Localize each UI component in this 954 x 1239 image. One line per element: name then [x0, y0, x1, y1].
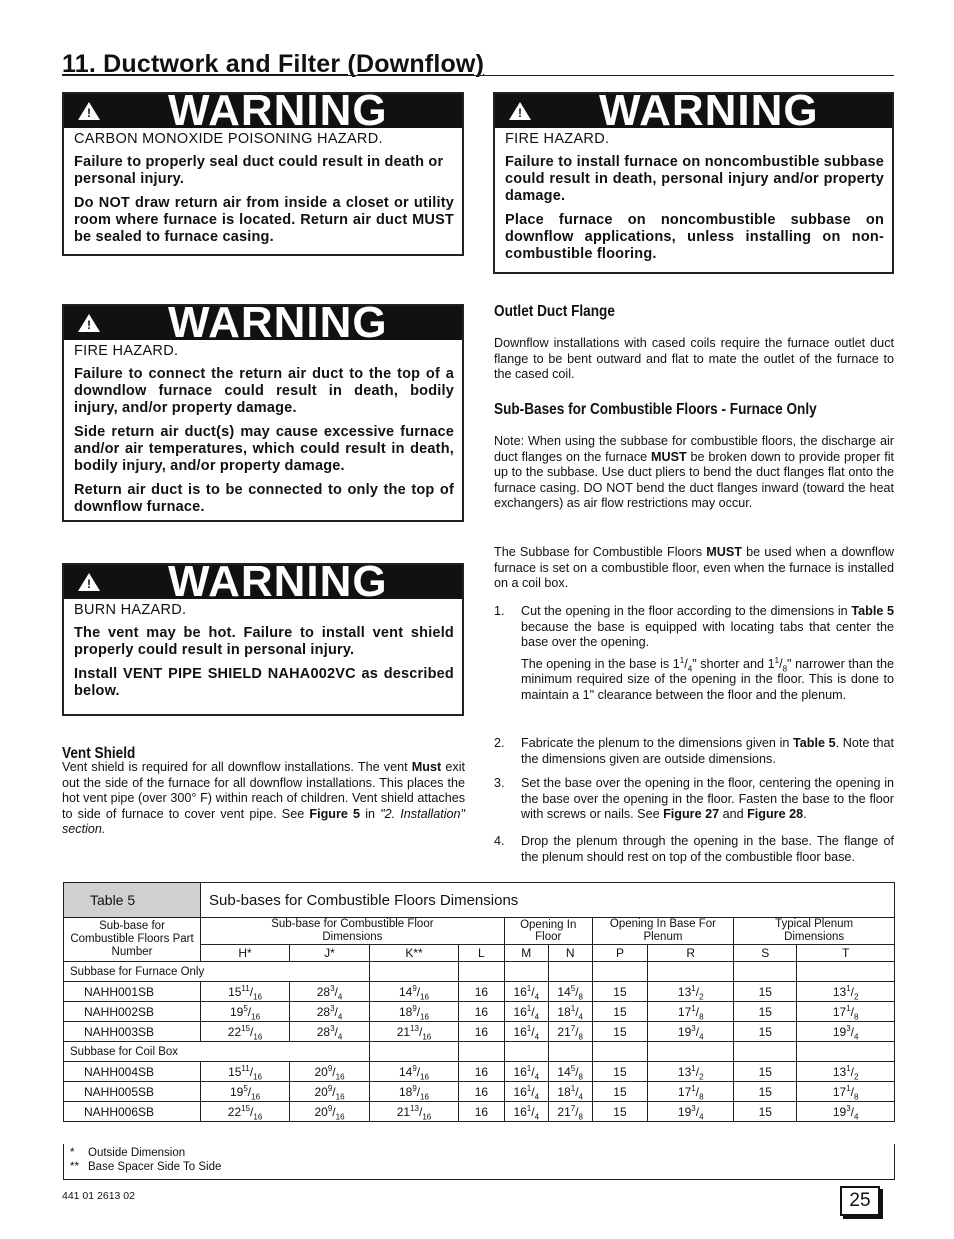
- warning-triangle-icon: [509, 102, 531, 120]
- dimension-cell: $14^9/_{16}$: [369, 1062, 458, 1082]
- document-code: 441 01 2613 02: [62, 1190, 135, 1202]
- dimension-cell: 15: [592, 1102, 648, 1122]
- dimension-cell: $13^1/_2$: [648, 982, 734, 1002]
- page-number: 25: [840, 1186, 880, 1216]
- empty-cell: [548, 962, 592, 982]
- dimension-cell: $14^5/_8$: [548, 982, 592, 1002]
- dimension-cell: $19^3/_4$: [797, 1102, 895, 1122]
- empty-cell: [369, 1042, 458, 1062]
- part-number-cell: NAHH005SB: [64, 1082, 201, 1102]
- header-letter: J*: [290, 945, 370, 962]
- warning-box-fire-return: [62, 304, 464, 522]
- dimension-cell: $20^9/_{16}$: [290, 1102, 370, 1122]
- dimension-cell: $19^3/_4$: [648, 1102, 734, 1122]
- hazard-title: BURN HAZARD.: [74, 602, 187, 618]
- empty-cell: [797, 1042, 895, 1062]
- dimension-cell: $28^3/_4$: [290, 1002, 370, 1022]
- warning-triangle-icon: [78, 314, 100, 332]
- dimension-cell: $19^5/_{16}$: [201, 1082, 290, 1102]
- header-letter: N: [548, 945, 592, 962]
- dimension-cell: 15: [734, 1082, 797, 1102]
- table-row: [64, 982, 895, 1002]
- dimension-cell: $15^{11}/_{16}$: [201, 1062, 290, 1082]
- warning-triangle-icon: [78, 102, 100, 120]
- dimension-cell: 16: [459, 1002, 505, 1022]
- empty-cell: [504, 962, 548, 982]
- dimension-cell: $17^1/_8$: [797, 1002, 895, 1022]
- dimension-cell: 15: [734, 1062, 797, 1082]
- dimension-cell: $13^1/_2$: [648, 1062, 734, 1082]
- dimension-cell: $20^9/_{16}$: [290, 1082, 370, 1102]
- dimension-cell: 16: [459, 1062, 505, 1082]
- header-letter: L: [459, 945, 505, 962]
- dimension-cell: $18^9/_{16}$: [369, 1082, 458, 1102]
- header-letter: S: [734, 945, 797, 962]
- header-letter: K**: [369, 945, 458, 962]
- dimension-cell: 15: [734, 1002, 797, 1022]
- dimension-cell: $28^3/_4$: [290, 1022, 370, 1042]
- warning-paragraph: The vent may be hot. Failure to install vent shield properly could result in personal injury.: [74, 625, 454, 658]
- dimension-cell: $14^5/_8$: [548, 1062, 592, 1082]
- empty-cell: [734, 962, 797, 982]
- dimension-cell: $19^3/_4$: [648, 1022, 734, 1042]
- empty-cell: [459, 962, 505, 982]
- dimension-cell: $28^3/_4$: [290, 982, 370, 1002]
- subbase-requirement: The Subbase for Combustible Floors MUST be used when a downflow furnace is set on a combustible floor, even when the furnace is installed on a coil box.: [494, 545, 894, 590]
- header-letter: P: [592, 945, 648, 962]
- dimension-cell: 16: [459, 1102, 505, 1122]
- table-title: Sub-bases for Combustible Floors Dimensions: [201, 883, 895, 918]
- footnote-1: * Outside Dimension: [70, 1147, 186, 1159]
- table-row: [64, 1022, 895, 1042]
- outlet-heading: Outlet Duct Flange: [494, 303, 615, 320]
- header-subbase-dims: Sub-base for Combustible Floor Dimensions: [201, 918, 505, 945]
- dimension-cell: $22^{15}/_{16}$: [201, 1102, 290, 1122]
- dimension-cell: $14^9/_{16}$: [369, 982, 458, 1002]
- warning-box-burn: [62, 563, 464, 716]
- empty-cell: [648, 962, 734, 982]
- empty-cell: [459, 1042, 505, 1062]
- subbase-note: Note: When using the subbase for combustible floors, the discharge air duct flanges on the furnace MUST be broken down to provide proper fit up to the subbase. Use duct pliers to bend the duct flanges flat onto the furnace casing. DO NOT bend the duct flanges inward (toward the heat exchangers) as air flow restrictions may occur.: [494, 434, 894, 510]
- empty-cell: [734, 1042, 797, 1062]
- dimension-cell: 15: [592, 982, 648, 1002]
- warning-paragraph: Failure to properly seal duct could result in death or personal injury.: [74, 154, 444, 187]
- warning-paragraph: Return air duct is to be connected to only the top of downflow furnace.: [74, 482, 454, 515]
- warning-box-co: [62, 92, 464, 256]
- dimension-cell: $21^7/_8$: [548, 1022, 592, 1042]
- table-row: [64, 1102, 895, 1122]
- subbase-heading: Sub-Bases for Combustible Floors - Furnace Only: [494, 401, 817, 418]
- header-part-number: Sub-base for Combustible Floors Part Number: [64, 918, 201, 962]
- dimension-cell: $16^1/_4$: [504, 1002, 548, 1022]
- part-number-cell: NAHH004SB: [64, 1062, 201, 1082]
- dimension-cell: $21^{13}/_{16}$: [369, 1102, 458, 1122]
- table-row: [64, 1082, 895, 1102]
- part-number-cell: NAHH003SB: [64, 1022, 201, 1042]
- dimension-cell: 15: [592, 1082, 648, 1102]
- dimension-cell: $15^{11}/_{16}$: [201, 982, 290, 1002]
- dimension-cell: $16^1/_4$: [504, 1082, 548, 1102]
- warning-box-fire-subbase: [493, 92, 894, 274]
- hazard-title: CARBON MONOXIDE POISONING HAZARD.: [74, 131, 383, 147]
- dimension-cell: $18^9/_{16}$: [369, 1002, 458, 1022]
- table-title-row: [64, 883, 895, 918]
- title-rule: [62, 75, 894, 76]
- warning-paragraph: Failure to connect the return air duct to the top of a downdlow furnace could result in death, bodily injury, and/or property damage.: [74, 366, 454, 416]
- dimension-cell: 16: [459, 1022, 505, 1042]
- dimension-cell: 15: [734, 1022, 797, 1042]
- warning-banner: [64, 94, 462, 128]
- part-number-cell: NAHH002SB: [64, 1002, 201, 1022]
- table-5: [63, 882, 895, 1122]
- warning-paragraph: Place furnace on noncombustible subbase on downflow applications, unless installing on non-combustible flooring.: [505, 212, 884, 262]
- empty-cell: [592, 1042, 648, 1062]
- empty-cell: [504, 1042, 548, 1062]
- table-footnotes: [63, 1144, 895, 1180]
- dimension-cell: $18^1/_4$: [548, 1002, 592, 1022]
- header-letter: H*: [201, 945, 290, 962]
- header-letter: M: [504, 945, 548, 962]
- warning-triangle-icon: [78, 573, 100, 591]
- header-letter: T: [797, 945, 895, 962]
- table-group-row: [64, 1042, 895, 1062]
- dimension-cell: $13^1/_2$: [797, 1062, 895, 1082]
- hazard-title: FIRE HAZARD.: [505, 131, 610, 147]
- warning-paragraph: Install VENT PIPE SHIELD NAHA002VC as described below.: [74, 666, 454, 699]
- warning-label: WARNING: [599, 94, 819, 128]
- section-title: 11. Ductwork and Filter (Downflow): [62, 50, 485, 78]
- dimension-cell: $16^1/_4$: [504, 982, 548, 1002]
- outlet-text: Downflow installations with cased coils require the furnace outlet duct flange to be bent outward and flat to mate the outlet of the furnace to the cased coil.: [494, 336, 894, 381]
- table-group-row: [64, 962, 895, 982]
- empty-cell: [592, 962, 648, 982]
- warning-banner: [64, 306, 462, 340]
- warning-paragraph: Do NOT draw return air from inside a closet or utility room where furnace is located. Return air duct MUST be sealed to furnace casing.: [74, 195, 454, 245]
- empty-cell: [797, 962, 895, 982]
- vent-shield-text: Vent shield is required for all downflow installations. The vent Must exit out the side of the furnace for all downflow installations. This places the hot vent pipe (over 300° F) within reach of children. Vent shield attaches to side of furnace to cover vent pipe. See Figure 5 in "2. Installation" section.: [62, 760, 465, 836]
- warning-paragraph: Failure to install furnace on noncombustible subbase could result in death, personal injury and/or property damage.: [505, 154, 884, 204]
- empty-cell: [548, 1042, 592, 1062]
- dimension-cell: 15: [734, 982, 797, 1002]
- dimension-cell: 15: [592, 1022, 648, 1042]
- warning-label: WARNING: [168, 565, 388, 599]
- table-label: Table 5: [64, 883, 201, 918]
- group-label: Subbase for Coil Box: [64, 1042, 370, 1062]
- installation-steps: 1. Cut the opening in the floor according to the dimensions in Table 5 because the base is equipped with locating tabs that center the base over the opening. The opening in the base is $1^1/_4$" shorter and $1^1/_8$" narrower than the minimum required size of the opening in the floor. This is done to maintain a 1" clearance between the floor and the plenum. 2. Fabricate the plenum to the dimensions given in Table 5. Note that the dimensions given are outside dimensions. 3. Set the base over the opening in the floor, centering the opening in the base over the opening in the floor. Fasten the base to the floor with screws or nails. See Figure 27 and Figure 28. 4. Drop the plenum through the opening in the base. The flange of the plenum should rest on top of the combustible floor base.: [494, 604, 895, 864]
- empty-cell: [369, 962, 458, 982]
- dimension-cell: $22^{15}/_{16}$: [201, 1022, 290, 1042]
- dimension-cell: 16: [459, 982, 505, 1002]
- table-row: [64, 1002, 895, 1022]
- footnote-2: ** Base Spacer Side To Side: [70, 1161, 222, 1173]
- dimension-cell: 15: [734, 1102, 797, 1122]
- dimension-cell: $17^1/_8$: [648, 1082, 734, 1102]
- warning-label: WARNING: [168, 306, 388, 340]
- header-letter: R: [648, 945, 734, 962]
- dimension-cell: $17^1/_8$: [648, 1002, 734, 1022]
- warning-banner: [495, 94, 892, 128]
- table-row: [64, 1062, 895, 1082]
- dimension-cell: $19^3/_4$: [797, 1022, 895, 1042]
- dimension-cell: $16^1/_4$: [504, 1022, 548, 1042]
- header-opening-floor: Opening In Floor: [504, 918, 592, 945]
- dimension-cell: $16^1/_4$: [504, 1062, 548, 1082]
- dimension-cell: $20^9/_{16}$: [290, 1062, 370, 1082]
- dimension-cell: $21^7/_8$: [548, 1102, 592, 1122]
- warning-label: WARNING: [168, 94, 388, 128]
- header-typical-plenum: Typical Plenum Dimensions: [734, 918, 895, 945]
- dimension-cell: $21^{13}/_{16}$: [369, 1022, 458, 1042]
- dimension-cell: $13^1/_2$: [797, 982, 895, 1002]
- hazard-title: FIRE HAZARD.: [74, 343, 179, 359]
- dimension-cell: 15: [592, 1002, 648, 1022]
- group-label: Subbase for Furnace Only: [64, 962, 370, 982]
- warning-banner: [64, 565, 462, 599]
- dimension-cell: $17^1/_8$: [797, 1082, 895, 1102]
- dimension-cell: 15: [592, 1062, 648, 1082]
- dimension-cell: 16: [459, 1082, 505, 1102]
- table-header-row: [64, 918, 895, 945]
- empty-cell: [648, 1042, 734, 1062]
- part-number-cell: NAHH006SB: [64, 1102, 201, 1122]
- part-number-cell: NAHH001SB: [64, 982, 201, 1002]
- dimension-cell: $16^1/_4$: [504, 1102, 548, 1122]
- dimension-cell: $18^1/_4$: [548, 1082, 592, 1102]
- dimension-cell: $19^5/_{16}$: [201, 1002, 290, 1022]
- header-opening-base: Opening In Base For Plenum: [592, 918, 734, 945]
- vent-shield-heading: Vent Shield: [62, 745, 136, 762]
- warning-paragraph: Side return air duct(s) may cause excessive furnace and/or air temperatures, which could result in death, bodily injury, and/or property damage.: [74, 424, 454, 474]
